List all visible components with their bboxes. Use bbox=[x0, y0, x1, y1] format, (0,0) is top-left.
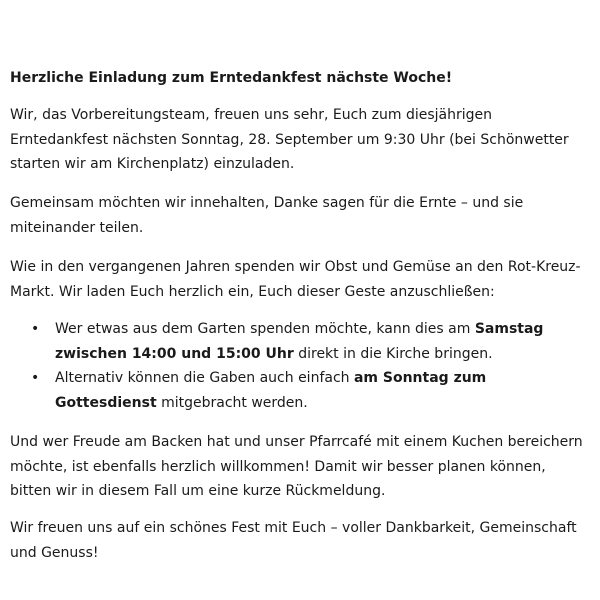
list-item-text-pre: Alternativ können die Gaben auch einfach bbox=[55, 370, 354, 386]
baking-paragraph: Und wer Freude am Backen hat und unser Pfarrcafé mit einem Kuchen bereichern möchte, ist ebenfalls herzlich willkommen! Damit wir besser planen können, bitten wir in diesem Fall um eine kurze Rückmeldung. bbox=[10, 434, 583, 499]
list-item bbox=[10, 366, 580, 415]
intro-paragraph: Wir, das Vorbereitungsteam, freuen uns sehr, Euch zum diesjährigen Erntedankfest nächsten Sonntag, 28. September um 9:30 Uhr (bei Schönwetter starten wir am Kirchenplatz) einzuladen. bbox=[10, 107, 569, 172]
invitation-heading: Herzliche Einladung zum Erntedankfest nächste Woche! bbox=[10, 70, 453, 86]
list-item bbox=[10, 317, 580, 366]
bullet-icon: • bbox=[31, 370, 40, 386]
list-item-text-post: mitgebracht werden. bbox=[156, 394, 308, 411]
bullet-icon: • bbox=[31, 321, 40, 337]
list-item-text-pre: Wer etwas aus dem Garten spenden möchte, kann dies am bbox=[55, 321, 475, 337]
list-item-text-bold: Samstag zwischen 14:00 und 15:00 Uhr bbox=[55, 321, 544, 362]
closing-paragraph: Wir freuen uns auf ein schönes Fest mit Euch – voller Dankbarkeit, Gemeinschaft und Genuss! bbox=[10, 520, 577, 561]
donation-options-list bbox=[10, 317, 580, 415]
donation-paragraph: Wie in den vergangenen Jahren spenden wir Obst und Gemüse an den Rot-Kreuz-Markt. Wir laden Euch herzlich ein, Euch dieser Geste anzuschließen: bbox=[10, 259, 581, 300]
list-item-text-post: direkt in die Kirche bringen. bbox=[293, 345, 493, 362]
thanks-paragraph: Gemeinsam möchten wir innehalten, Danke sagen für die Ernte – und sie miteinander teilen. bbox=[10, 195, 524, 236]
list-item-text-bold: am Sonntag zum Gottesdienst bbox=[55, 370, 487, 411]
